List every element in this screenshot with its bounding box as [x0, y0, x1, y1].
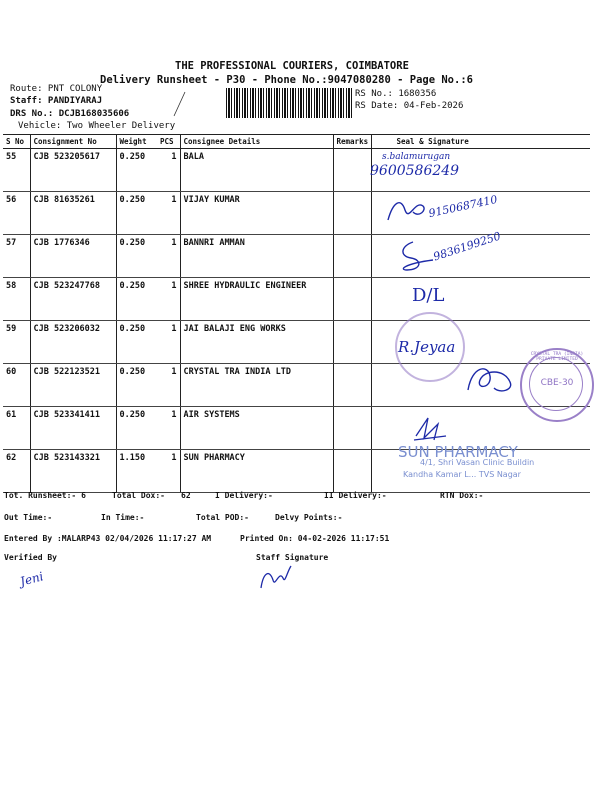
cell-remarks — [333, 235, 371, 278]
header-weight: Weight — [116, 135, 157, 149]
ii-delivery: II Delivery:- — [324, 491, 387, 500]
cell-pcs: 1 — [157, 450, 180, 493]
cell-sno: 62 — [3, 450, 30, 493]
cell-weight: 0.250 — [116, 364, 157, 407]
cell-weight: 0.250 — [116, 149, 157, 192]
company-title: THE PROFESSIONAL COURIERS, COIMBATORE — [175, 60, 409, 72]
stamp-circle-59 — [395, 312, 465, 382]
cell-pcs: 1 — [157, 192, 180, 235]
cell-pcs: 1 — [157, 407, 180, 450]
printed-on: Printed On: 04-02-2026 11:17:51 — [240, 534, 390, 543]
total-runsheet: Tot. Runsheet:- 6 — [4, 491, 86, 500]
runsheet-subtitle: Delivery Runsheet - P30 - Phone No.:9047080280 - Page No.:6 — [100, 74, 473, 86]
rs-number: RS No.: 1680356 — [355, 89, 437, 99]
in-time: In Time:- — [101, 513, 145, 522]
crystal-stamp — [520, 348, 594, 422]
cell-consignee: SUN PHARMACY — [180, 450, 333, 493]
sun-stamp-address1: 4/1, Shri Vasan Clinic Buildin — [420, 458, 535, 467]
cell-consignment: CJB 1776346 — [30, 235, 116, 278]
runsheet-table — [3, 134, 590, 493]
staff-label: Staff: PANDIYARAJ — [10, 96, 103, 106]
cell-remarks — [333, 407, 371, 450]
cell-sno: 58 — [3, 278, 30, 321]
signature-60-scribble — [460, 360, 520, 400]
entered-by: Entered By :MALARP43 02/04/2026 11:17:27 AM — [4, 534, 212, 543]
total-pod: Total POD:- — [196, 513, 249, 522]
cell-consignee: CRYSTAL TRA INDIA LTD — [180, 364, 333, 407]
route-label: Route: PNT COLONY — [10, 84, 103, 94]
total-dox-label: Total Dox:- — [112, 491, 165, 500]
cell-consignment: CJB 523341411 — [30, 407, 116, 450]
signature-61-scribble — [410, 410, 450, 444]
cell-sno: 59 — [3, 321, 30, 364]
table-row — [3, 278, 590, 321]
cell-pcs: 1 — [157, 149, 180, 192]
verified-signature: Jeni — [18, 569, 45, 589]
cell-weight: 1.150 — [116, 450, 157, 493]
cell-remarks — [333, 364, 371, 407]
cell-consignment: CJB 523206032 — [30, 321, 116, 364]
signature-59: R.Jeyaa — [398, 338, 456, 356]
cell-remarks — [333, 321, 371, 364]
cell-weight: 0.250 — [116, 407, 157, 450]
cell-pcs: 1 — [157, 321, 180, 364]
cell-consignment: CJB 81635261 — [30, 192, 116, 235]
drs-label: DRS No.: DCJB168035606 — [10, 109, 130, 119]
signature-55-name: s.balamurugan — [382, 152, 451, 162]
barcode — [226, 88, 352, 118]
cell-consignee: AIR SYSTEMS — [180, 407, 333, 450]
signature-56-scribble — [383, 192, 433, 228]
cell-pcs: 1 — [157, 235, 180, 278]
cell-consignment: CJB 523247768 — [30, 278, 116, 321]
sun-stamp-name: SUN PHARMACY — [398, 443, 518, 461]
rs-date: RS Date: 04-Feb-2026 — [355, 101, 464, 111]
cell-consignee: JAI BALAJI ENG WORKS — [180, 321, 333, 364]
i-delivery: I Delivery:- — [215, 491, 273, 500]
header-remarks: Remarks — [333, 135, 371, 149]
cell-remarks — [333, 192, 371, 235]
signature-57-scribble — [393, 238, 438, 274]
delivery-points: Delvy Points:- — [275, 513, 343, 522]
cell-remarks — [333, 149, 371, 192]
pen-mark — [170, 90, 190, 120]
header-pcs: PCS — [157, 135, 180, 149]
table-row — [3, 321, 590, 364]
cell-remarks — [333, 450, 371, 493]
sun-stamp-address2: Kandha Kamar L... TVS Nagar — [403, 470, 521, 479]
table-header-row — [3, 135, 590, 149]
cell-sno: 60 — [3, 364, 30, 407]
cell-sno: 61 — [3, 407, 30, 450]
cell-consignment: CJB 523205617 — [30, 149, 116, 192]
header-sno: S No — [3, 135, 30, 149]
signature-55-phone: 9600586249 — [370, 163, 460, 179]
crystal-stamp-center: CBE-30 — [540, 378, 574, 388]
out-time: Out Time:- — [4, 513, 53, 522]
signature-56: 9150687410 — [427, 192, 499, 221]
vehicle-label: Vehicle: Two Wheeler Delivery — [18, 121, 176, 131]
verified-by: Verified By — [4, 553, 57, 562]
cell-sno: 55 — [3, 149, 30, 192]
total-dox-value: 62 — [181, 491, 191, 500]
signature-57: 9836199250 — [431, 229, 503, 264]
table-row — [3, 192, 590, 235]
cell-consignment: CJB 523143321 — [30, 450, 116, 493]
header-consignee: Consignee Details — [180, 135, 333, 149]
signature-58: D/L — [412, 285, 445, 306]
header-consignment: Consignment No — [30, 135, 116, 149]
cell-weight: 0.250 — [116, 321, 157, 364]
staff-signature-scribble — [255, 558, 297, 594]
cell-signature — [371, 278, 590, 321]
staff-signature: Staff Signature — [256, 553, 329, 562]
cell-sno: 56 — [3, 192, 30, 235]
cell-pcs: 1 — [157, 278, 180, 321]
crystal-stamp-ring: CRYSTAL TRA (INDIA) PRIVATE LIMITED — [530, 352, 584, 362]
cell-consignee: BANNRI AMMAN — [180, 235, 333, 278]
cell-weight: 0.250 — [116, 235, 157, 278]
cell-sno: 57 — [3, 235, 30, 278]
cell-weight: 0.250 — [116, 192, 157, 235]
cell-consignee: BALA — [180, 149, 333, 192]
rtn-dox: RTN Dox:- — [440, 491, 484, 500]
cell-pcs: 1 — [157, 364, 180, 407]
cell-consignment: CJB 522123521 — [30, 364, 116, 407]
cell-weight: 0.250 — [116, 278, 157, 321]
cell-remarks — [333, 278, 371, 321]
table-row — [3, 149, 590, 192]
cell-consignee: SHREE HYDRAULIC ENGINEER — [180, 278, 333, 321]
header-seal-signature: Seal & Signature — [371, 135, 590, 149]
cell-consignee: VIJAY KUMAR — [180, 192, 333, 235]
